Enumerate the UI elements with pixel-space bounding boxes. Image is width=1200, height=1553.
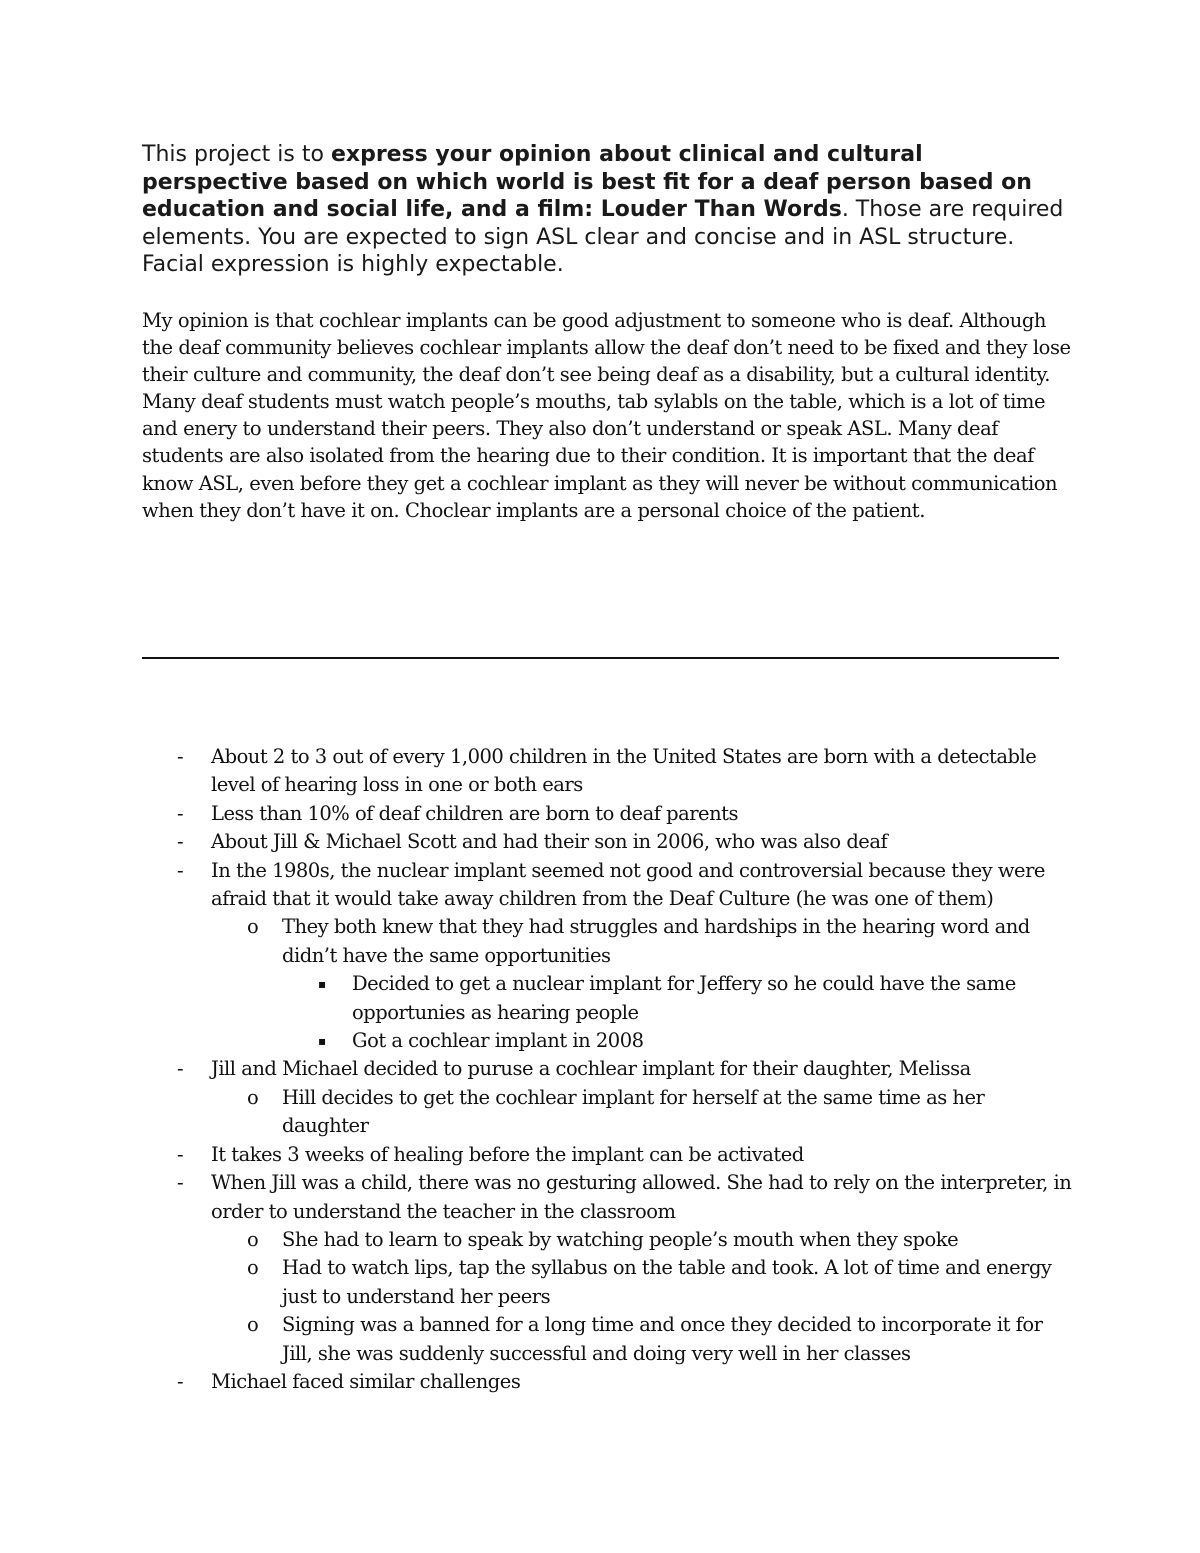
list-item-text: Jill and Michael decided to puruse a cochlear implant for their daughter, Melissa: [211, 1057, 971, 1081]
list-item: [142, 1027, 1072, 1055]
list-item: [142, 743, 1072, 800]
list-item-text: Had to watch lips, tap the syllabus on the table and took. A lot of time and energy just to understand her peers: [282, 1256, 1052, 1308]
circle-bullet-marker: o: [247, 1256, 259, 1280]
circle-bullet-marker: o: [247, 1227, 259, 1251]
dash-bullet-marker: -: [177, 1369, 184, 1393]
dash-bullet-marker: -: [177, 1171, 184, 1195]
dash-bullet-marker: -: [177, 745, 184, 768]
list-item: [142, 1141, 1072, 1169]
list-item: [142, 1311, 1072, 1368]
list-item: [142, 970, 1072, 1027]
dash-bullet-marker: -: [177, 858, 184, 882]
dash-bullet-marker: -: [177, 1057, 184, 1081]
list-item-text: Hill decides to get the cochlear implant for herself at the same time as her daughter: [282, 1085, 985, 1138]
list-item: [142, 800, 1072, 828]
circle-bullet-marker: o: [247, 915, 259, 939]
list-item-text: Less than 10% of deaf children are born to deaf parents: [211, 801, 738, 825]
list-item: [142, 1368, 1072, 1396]
horizontal-divider: [142, 657, 1059, 659]
opinion-paragraph: My opinion is that cochlear implants can be good adjustment to someone who is deaf. Although the deaf community believes cochlear implants allow the deaf don’t need to be fixed and they lose their culture and community, the deaf don’t see being deaf as a disability, but a cultural identity. Many deaf students must watch people’s mouths, tab sylabls on the table, which is a lot of time and enery to understand their peers. They also don’t understand or speak ASL. Many deaf students are also isolated from the hearing due to their condition. It is important that the deaf know ASL, even before they get a cochlear implant as they will never be without communication when they don’t have it on. Choclear implants are a personal choice of the patient.: [142, 309, 1071, 522]
list-item-text: Decided to get a nuclear implant for Jeffery so he could have the same opportunies as hearing people: [352, 972, 1016, 1024]
prompt-bold-text: express your opinion about clinical and cultural perspective based on which world is best fit for a deaf person based on education and social life, and a film: Louder Than Words: [142, 142, 1032, 222]
list-item-text: They both knew that they had struggles and hardships in the hearing word and didn’t have the same opportunities: [282, 915, 1030, 967]
list-item-text: In the 1980s, the nuclear implant seemed not good and controversial because they were afraid that it would take away children from the Deaf Culture (he was one of them): [211, 858, 1045, 911]
list-item-text: Signing was a banned for a long time and once they decided to incorporate it for Jill, she was suddenly successful and doing very well in her classes: [282, 1313, 1043, 1365]
list-item: [142, 1055, 1072, 1083]
prompt-outro: . Those are required elements. You are expected to sign ASL clear and concise and in ASL structure. Facial expression is highly expectable.: [142, 197, 1064, 277]
dash-bullet-marker: -: [177, 1142, 184, 1166]
circle-bullet-marker: o: [247, 1313, 259, 1337]
list-item-text: About Jill & Michael Scott and had their son in 2006, who was also deaf: [211, 830, 888, 854]
list-item: [142, 1084, 1072, 1141]
list-item: [142, 1226, 1072, 1254]
list-item: [142, 1254, 1072, 1311]
circle-bullet-marker: o: [247, 1085, 259, 1109]
list-item-text: She had to learn to speak by watching people’s mouth when they spoke: [282, 1227, 959, 1251]
list-item-text: It takes 3 weeks of healing before the implant can be activated: [211, 1142, 804, 1166]
list-item: [142, 828, 1072, 856]
list-item-text: About 2 to 3 out of every 1,000 children in the United States are born with a detectable level of hearing loss in one or both ears: [211, 745, 1037, 797]
notes-list: [142, 743, 1072, 1396]
list-item-text: Michael faced similar challenges: [211, 1369, 521, 1393]
list-item: [142, 857, 1072, 914]
list-item: [142, 913, 1072, 970]
prompt-intro: This project is to: [142, 142, 331, 167]
square-bullet-icon: ▪: [318, 1034, 326, 1049]
list-item-text: Got a cochlear implant in 2008: [352, 1029, 644, 1053]
assignment-prompt: [142, 141, 1072, 279]
list-item: [142, 1169, 1072, 1226]
dash-bullet-marker: -: [177, 801, 184, 825]
square-bullet-icon: ▪: [318, 977, 326, 992]
list-item-text: When Jill was a child, there was no gesturing allowed. She had to rely on the interpreter, in order to understand the teacher in the classroom: [211, 1171, 1072, 1223]
dash-bullet-marker: -: [177, 830, 184, 854]
